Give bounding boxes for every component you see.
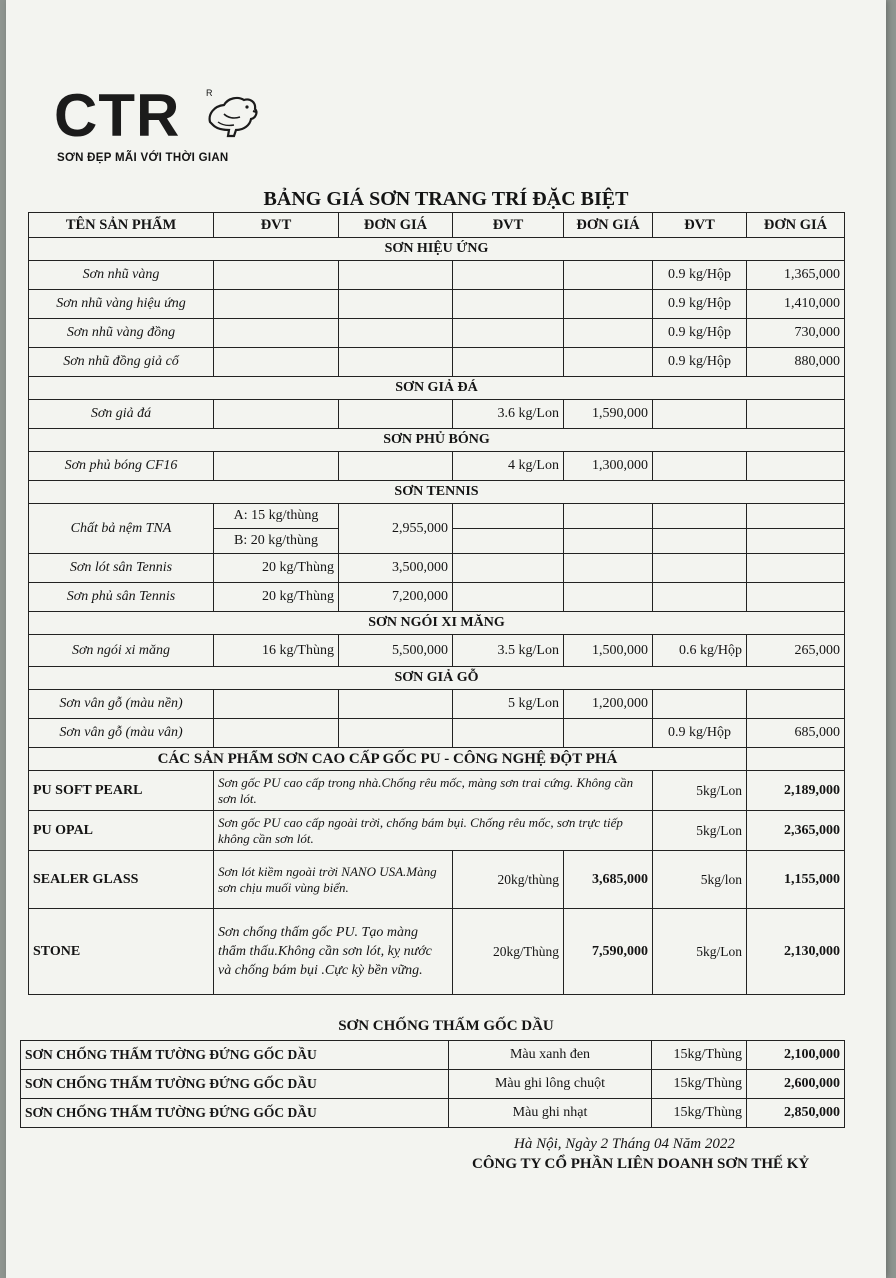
section-title: SƠN GIẢ GỖ — [29, 667, 845, 690]
unit-cell: 0.9 kg/Hộp — [653, 319, 747, 348]
table-row — [29, 909, 845, 995]
logo-slogan: SƠN ĐẸP MÃI VỚI THỜI GIAN — [57, 152, 229, 164]
price-cell: 1,500,000 — [564, 635, 653, 667]
unit-cell: 15kg/Thùng — [652, 1099, 747, 1128]
unit-cell: 4 kg/Lon — [453, 452, 564, 481]
price-cell: 1,590,000 — [564, 400, 653, 429]
registered-mark: R — [206, 88, 213, 98]
price-cell: 2,189,000 — [747, 771, 845, 811]
price-cell: 685,000 — [747, 719, 845, 748]
unit-cell: 20kg/Thùng — [453, 909, 564, 995]
product-name: STONE — [29, 909, 214, 995]
unit-cell: 15kg/Thùng — [652, 1041, 747, 1070]
price-cell: 1,365,000 — [747, 261, 845, 290]
table-row — [29, 290, 845, 319]
page-title: BẢNG GIÁ SƠN TRANG TRÍ ĐẶC BIỆT — [263, 188, 629, 210]
price-sheet-paper — [6, 0, 886, 1278]
unit-cell: 15kg/Thùng — [652, 1070, 747, 1099]
unit-cell: 5 kg/Lon — [453, 690, 564, 719]
section-title: SƠN PHỦ BÓNG — [29, 429, 845, 452]
product-name: Sơn nhũ vàng đồng — [29, 319, 214, 348]
table-header-row — [29, 213, 845, 238]
polar-bear-icon — [204, 92, 260, 140]
table-row — [21, 1099, 845, 1128]
unit-cell: 5kg/Lon — [653, 811, 747, 851]
unit-cell: 0.9 kg/Hộp — [653, 261, 747, 290]
section-title: SƠN NGÓI XI MĂNG — [29, 612, 845, 635]
price-cell: 880,000 — [747, 348, 845, 377]
table-row — [29, 635, 845, 667]
ctr-logo — [54, 82, 274, 170]
price-table — [28, 212, 845, 995]
price-cell: 3,500,000 — [339, 554, 453, 583]
product-name: PU SOFT PEARL — [29, 771, 214, 811]
unit-cell: 5kg/lon — [653, 851, 747, 909]
section-title: SƠN TENNIS — [29, 481, 845, 504]
price-cell: 2,130,000 — [747, 909, 845, 995]
product-name: SƠN CHỐNG THẤM TƯỜNG ĐỨNG GỐC DẦU — [21, 1041, 449, 1070]
product-name: Sơn vân gỗ (màu nền) — [29, 690, 214, 719]
section-title: SƠN GIẢ ĐÁ — [29, 377, 845, 400]
table-row — [29, 851, 845, 909]
unit-cell: 0.9 kg/Hộp — [653, 290, 747, 319]
price-cell: 2,365,000 — [747, 811, 845, 851]
table-row — [29, 554, 845, 583]
product-name: Sơn giả đá — [29, 400, 214, 429]
header-price: ĐƠN GIÁ — [747, 213, 845, 238]
table-row — [21, 1041, 845, 1070]
color-cell: Màu xanh đen — [449, 1041, 652, 1070]
price-cell: 265,000 — [747, 635, 845, 667]
unit-cell: 3.5 kg/Lon — [453, 635, 564, 667]
header-unit: ĐVT — [653, 213, 747, 238]
logo-text: CTR — [54, 82, 181, 149]
unit-cell: 16 kg/Thùng — [214, 635, 339, 667]
product-description: Sơn gốc PU cao cấp ngoài trời, chống bám bụi. Chống rêu mốc, sơn trực tiếp không cần sơn lót. — [214, 811, 653, 851]
product-name: Sơn lót sân Tennis — [29, 554, 214, 583]
table-row — [29, 400, 845, 429]
product-name: Sơn nhũ vàng hiệu ứng — [29, 290, 214, 319]
table-row — [29, 583, 845, 612]
color-cell: Màu ghi lông chuột — [449, 1070, 652, 1099]
header-product-name: TÊN SẢN PHẨM — [29, 213, 214, 238]
header-price: ĐƠN GIÁ — [339, 213, 453, 238]
table-row — [29, 348, 845, 377]
table-row — [29, 811, 845, 851]
table-row — [29, 771, 845, 811]
unit-cell: 0.9 kg/Hộp — [653, 348, 747, 377]
header-price: ĐƠN GIÁ — [564, 213, 653, 238]
price-cell: 7,200,000 — [339, 583, 453, 612]
price-cell: 1,410,000 — [747, 290, 845, 319]
footer-company: CÔNG TY CỔ PHẦN LIÊN DOANH SƠN THẾ KỶ — [472, 1156, 810, 1172]
price-cell: 730,000 — [747, 319, 845, 348]
product-description: Sơn lót kiềm ngoài trời NANO USA.Màng sơn chịu muối vùng biển. — [214, 851, 453, 909]
unit-cell: 20kg/thùng — [453, 851, 564, 909]
product-name: Sơn vân gỗ (màu vân) — [29, 719, 214, 748]
product-description: Sơn gốc PU cao cấp trong nhà.Chống rêu mốc, màng sơn trai cứng. Không cần sơn lót. — [214, 771, 653, 811]
product-name: Sơn ngói xi măng — [29, 635, 214, 667]
section-title: SƠN CHỐNG THẤM GỐC DẦU — [338, 1018, 554, 1034]
unit-cell: 20 kg/Thùng — [214, 554, 339, 583]
price-cell: 3,685,000 — [564, 851, 653, 909]
product-name: Chất bả nệm TNA — [29, 504, 214, 554]
table-row — [29, 452, 845, 481]
product-description: Sơn chống thấm gốc PU. Tạo màng thẩm thấu.Không cần sơn lót, kỵ nước và chống bám bụi .Cực kỳ bền vững. — [214, 909, 453, 995]
table-row — [29, 261, 845, 290]
table-row — [29, 719, 845, 748]
header-unit: ĐVT — [453, 213, 564, 238]
unit-cell: 0.6 kg/Hộp — [653, 635, 747, 667]
product-name: Sơn nhũ vàng — [29, 261, 214, 290]
unit-cell: 5kg/Lon — [653, 771, 747, 811]
unit-cell: 5kg/Lon — [653, 909, 747, 995]
color-cell: Màu ghi nhạt — [449, 1099, 652, 1128]
table-row — [29, 690, 845, 719]
unit-cell: 0.9 kg/Hộp — [653, 719, 747, 748]
product-name: SƠN CHỐNG THẤM TƯỜNG ĐỨNG GỐC DẦU — [21, 1070, 449, 1099]
product-name: Sơn phủ sân Tennis — [29, 583, 214, 612]
product-name: SEALER GLASS — [29, 851, 214, 909]
price-cell: 2,100,000 — [747, 1041, 845, 1070]
unit-cell: A: 15 kg/thùng — [214, 504, 339, 529]
table-row — [21, 1070, 845, 1099]
price-cell: 2,955,000 — [339, 504, 453, 554]
product-name: PU OPAL — [29, 811, 214, 851]
section-title: CÁC SẢN PHẨM SƠN CAO CẤP GỐC PU - CÔNG NGHỆ ĐỘT PHÁ — [29, 748, 747, 771]
table-row — [29, 319, 845, 348]
price-cell: 1,155,000 — [747, 851, 845, 909]
footer-date: Hà Nội, Ngày 2 Tháng 04 Năm 2022 — [514, 1136, 735, 1152]
section-title: SƠN HIỆU ỨNG — [29, 238, 845, 261]
table-row — [29, 504, 845, 529]
unit-cell: 3.6 kg/Lon — [453, 400, 564, 429]
oil-price-table — [20, 1040, 845, 1128]
unit-cell: B: 20 kg/thùng — [214, 529, 339, 554]
unit-cell: 20 kg/Thùng — [214, 583, 339, 612]
price-cell: 2,600,000 — [747, 1070, 845, 1099]
product-name: Sơn phủ bóng CF16 — [29, 452, 214, 481]
price-cell: 5,500,000 — [339, 635, 453, 667]
product-name: Sơn nhũ đồng giả cổ — [29, 348, 214, 377]
price-cell: 7,590,000 — [564, 909, 653, 995]
price-cell: 1,300,000 — [564, 452, 653, 481]
price-cell: 1,200,000 — [564, 690, 653, 719]
product-name: SƠN CHỐNG THẤM TƯỜNG ĐỨNG GỐC DẦU — [21, 1099, 449, 1128]
header-unit: ĐVT — [214, 213, 339, 238]
price-cell: 2,850,000 — [747, 1099, 845, 1128]
